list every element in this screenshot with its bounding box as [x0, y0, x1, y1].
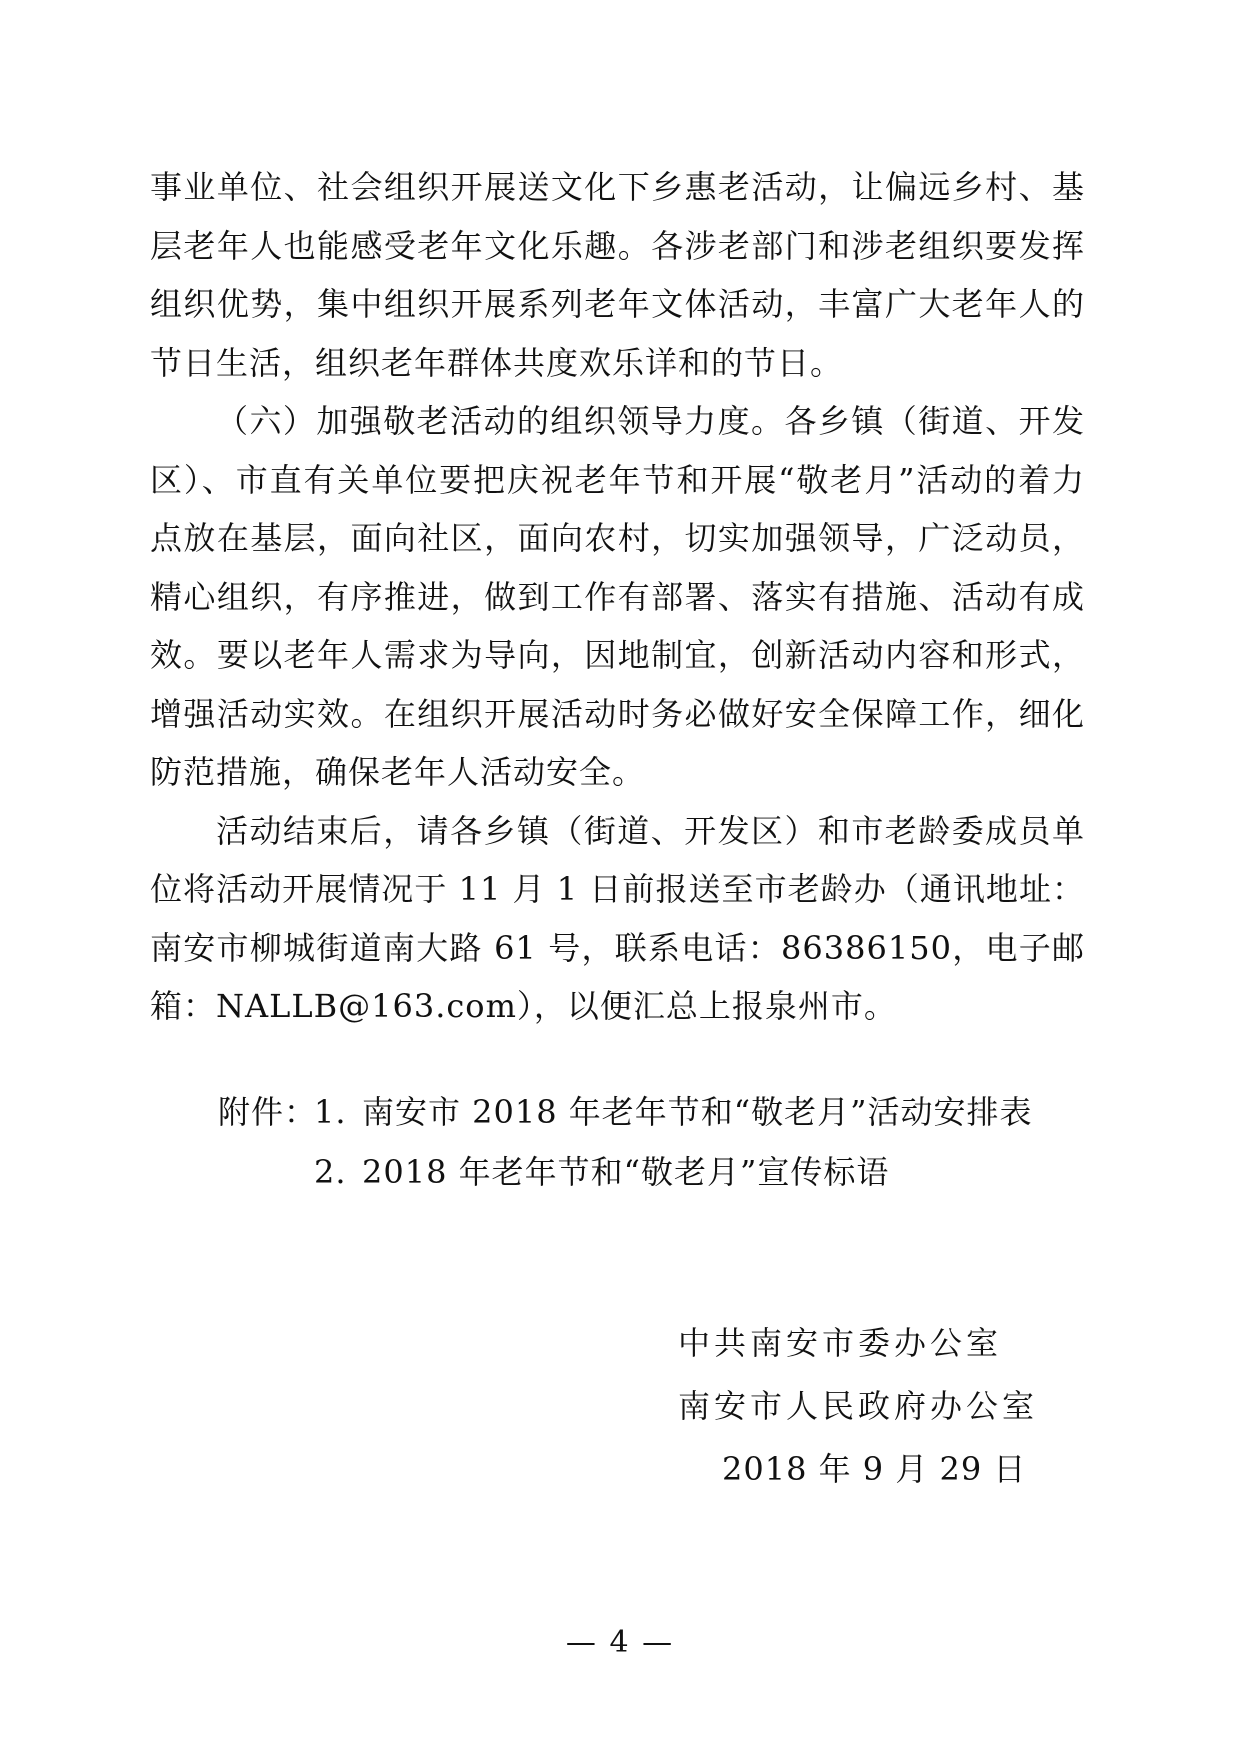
- page-number: — 4 —: [565, 1625, 675, 1660]
- signature-block: [678, 1312, 1038, 1501]
- attachment-item: [218, 1082, 1033, 1142]
- attachments-label: 附件：: [218, 1093, 318, 1131]
- attachments-list: [218, 1082, 1033, 1202]
- paragraph-continuation: 事业单位、社会组织开展送文化下乡惠老活动，让偏远乡村、基层老年人也能感受老年文化乐趣。各涉老部门和涉老组织要发挥组织优势，集中组织开展系列老年文体活动，丰富广大老年人的节日生活，组织老年群体共度欢乐详和的节日。: [150, 168, 1085, 382]
- attachment-title: 南安市 2018 年老年节和“敬老月”活动安排表: [362, 1093, 1033, 1131]
- attachment-number: 2.: [314, 1153, 347, 1191]
- issue-date: 2018 年 9 月 29 日: [722, 1450, 1027, 1488]
- issuing-org-government: 南安市人民政府办公室: [678, 1387, 1039, 1425]
- document-body: [150, 158, 1085, 1036]
- issuing-org-party: 中共南安市委办公室: [678, 1324, 1003, 1362]
- attachment-title: 2018 年老年节和“敬老月”宣传标语: [362, 1153, 890, 1191]
- paragraph-reporting: 活动结束后，请各乡镇（街道、开发区）和市老龄委成员单位将活动开展情况于 11 月 1 日前报送至市老龄办（通讯地址：南安市柳城街道南大路 61 号，联系电话：86386150，电子邮箱：NALLB@163.com），以便汇总上报泉州市。: [150, 811, 1085, 1025]
- paragraph-leadership: （六）加强敬老活动的组织领导力度。各乡镇（街道、开发区）、市直有关单位要把庆祝老年节和开展“敬老月”活动的着力点放在基层，面向社区，面向农村，切实加强领导，广泛动员，精心组织，有序推进，做到工作有部署、落实有措施、活动有成效。要以老年人需求为导向，因地制宜，创新活动内容和形式，增强活动实效。在组织开展活动时务必做好安全保障工作，细化防范措施，确保老年人活动安全。: [150, 402, 1085, 791]
- attachment-number: 1.: [314, 1093, 347, 1131]
- attachment-item: [218, 1142, 1033, 1202]
